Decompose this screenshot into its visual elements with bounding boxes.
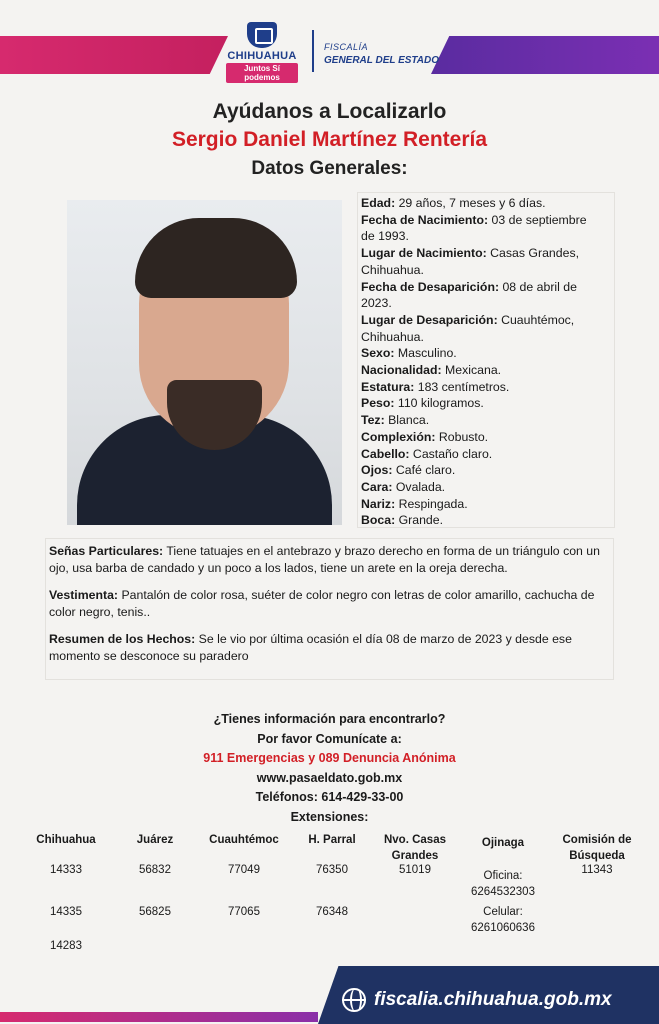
data-value: Robusto. — [435, 429, 489, 444]
extension-column — [296, 832, 368, 962]
data-label: Fecha de Desaparición: — [361, 279, 500, 294]
detail-label: Señas Particulares: — [49, 544, 164, 558]
data-value: Grande. — [395, 513, 444, 528]
globe-icon — [342, 988, 366, 1012]
logo-divider — [312, 30, 314, 72]
extension-value: 56825 — [139, 906, 171, 918]
data-line — [361, 479, 614, 496]
footer-link[interactable] — [342, 988, 612, 1012]
fiscalia-line1: FISCALÍA — [324, 42, 369, 52]
data-line — [361, 228, 614, 245]
person-photo — [67, 200, 342, 525]
website-link[interactable]: www.pasaeldato.gob.mx — [256, 770, 403, 785]
extension-header: Comisión de Búsqueda — [562, 834, 632, 862]
data-label: Cara: — [361, 479, 393, 494]
detail-value: Tiene tatuajes en el antebrazo y brazo derecho en forma de un triángulo con un ojo, usa barba de candado y un poco a los lados, tiene un arete en la oreja derecha. — [49, 544, 600, 575]
logo-tag: Juntos Sí podemos — [226, 63, 298, 83]
logo-name: CHIHUAHUA — [227, 50, 297, 62]
header-bar-left — [0, 36, 228, 74]
data-value: Mexicana. — [441, 363, 502, 378]
fiscalia-line2: GENERAL DEL ESTADO — [324, 55, 440, 66]
extension-value: 6261060636 — [471, 922, 535, 934]
data-line — [361, 395, 614, 412]
extension-header: Chihuahua — [36, 834, 96, 846]
extensions-title: Extensiones: — [290, 809, 369, 824]
detail-label: Resumen de los Hechos: — [49, 632, 196, 646]
titles — [0, 100, 659, 180]
extension-header: Ojinaga — [481, 837, 525, 849]
data-value: Ovalada. — [392, 479, 446, 494]
extension-value: 6264532303 — [471, 886, 535, 898]
extension-header: Cuauhtémoc — [209, 834, 279, 846]
extension-header: Juárez — [136, 834, 174, 846]
phones: Teléfonos: 614-429-33-00 — [255, 790, 404, 804]
contact-block — [0, 710, 659, 827]
extension-value: 56832 — [139, 864, 171, 876]
data-value: de 1993. — [361, 229, 409, 244]
footer-url[interactable]: fiscalia.chihuahua.gob.mx — [374, 989, 612, 1010]
data-value: Respingada. — [395, 496, 468, 511]
detail-value: Pantalón de color rosa, suéter de color negro con letras de color amarillo, cachucha de color negro, tenis.. — [49, 588, 595, 619]
detail-paragraph — [49, 587, 613, 620]
extension-value: 76348 — [316, 906, 348, 918]
detail-label: Vestimenta: — [49, 588, 119, 602]
data-value: 03 de septiembre — [488, 212, 587, 227]
data-label: Lugar de Nacimiento: — [361, 246, 487, 261]
data-line — [361, 212, 614, 229]
contact-question: ¿Tienes información para encontrarlo? — [213, 712, 446, 726]
extension-column — [552, 832, 642, 962]
data-line — [361, 245, 614, 262]
detail-paragraph — [49, 631, 613, 664]
data-label: Fecha de Nacimiento: — [361, 212, 489, 227]
data-value: Casas Grandes, — [486, 246, 580, 261]
section-title: Datos Generales: — [251, 158, 408, 179]
extension-value: 14335 — [50, 906, 82, 918]
data-value: Cuauhtémoc, — [497, 312, 575, 327]
data-label: Lugar de Desaparición: — [361, 312, 498, 327]
data-line — [361, 195, 614, 212]
data-line — [361, 362, 614, 379]
data-line — [361, 279, 614, 296]
data-line — [361, 462, 614, 479]
data-value: 110 kilogramos. — [394, 396, 484, 411]
page-title: Ayúdanos a Localizarlo — [212, 100, 447, 123]
data-line — [361, 512, 614, 529]
data-label: Sexo: — [361, 346, 395, 361]
shield-icon — [247, 22, 277, 48]
header-bar-right — [431, 36, 659, 74]
data-value: Masculino. — [394, 346, 457, 361]
data-line — [361, 446, 614, 463]
chihuahua-logo — [226, 22, 298, 84]
data-label: Ojos: — [361, 463, 393, 478]
data-value: 08 de abril de — [499, 279, 577, 294]
data-label: Nacionalidad: — [361, 363, 442, 378]
detail-paragraph — [49, 543, 613, 576]
data-label: Boca: — [361, 513, 396, 528]
extension-value: Oficina: — [483, 870, 523, 882]
data-value: Castaño claro. — [409, 446, 493, 461]
extension-column — [198, 832, 290, 962]
extension-column — [374, 832, 456, 962]
extension-value: 11343 — [581, 864, 613, 876]
fiscalia-logo — [324, 40, 439, 68]
general-data-box — [357, 192, 615, 528]
data-label: Cabello: — [361, 446, 410, 461]
data-line — [361, 429, 614, 446]
data-value: 183 centímetros. — [414, 379, 510, 394]
data-label: Tez: — [361, 413, 385, 428]
extension-value: 76350 — [316, 864, 348, 876]
person-name: Sergio Daniel Martínez Rentería — [171, 128, 488, 151]
data-value: Chihuahua. — [361, 329, 424, 344]
data-value: 29 años, 7 meses y 6 días. — [395, 196, 546, 210]
extension-value: 14333 — [50, 864, 82, 876]
data-line — [361, 379, 614, 396]
extension-column — [120, 832, 190, 962]
extension-column — [456, 832, 550, 962]
emergency-numbers: 911 Emergencias y 089 Denuncia Anónima — [203, 751, 456, 765]
extension-column — [20, 832, 112, 962]
data-label: Estatura: — [361, 379, 415, 394]
footer-bar — [0, 1012, 318, 1022]
data-label: Peso: — [361, 396, 395, 411]
extension-header: H. Parral — [308, 834, 356, 846]
data-label: Nariz: — [361, 496, 396, 511]
detail-value: Se le vio por última ocasión el día 08 de marzo de 2023 y desde ese momento se desconoce su paradero — [49, 632, 572, 663]
data-label: Complexión: — [361, 429, 436, 444]
data-line — [361, 295, 614, 312]
data-line — [361, 345, 614, 362]
details-box — [45, 538, 614, 680]
extension-value: 77049 — [228, 864, 260, 876]
extension-value: 14283 — [50, 940, 82, 952]
extension-header: Nvo. Casas Grandes — [383, 834, 446, 862]
data-line — [361, 496, 614, 513]
data-line — [361, 412, 614, 429]
data-line — [361, 262, 614, 279]
extension-value: Celular: — [483, 906, 523, 918]
data-label: Edad: — [361, 196, 396, 210]
contact-please: Por favor Comunícate a: — [257, 731, 402, 746]
data-value: Blanca. — [384, 413, 430, 428]
data-line — [361, 329, 614, 346]
data-value: Chihuahua. — [361, 262, 424, 277]
data-line — [361, 312, 614, 329]
data-value: Café claro. — [392, 463, 456, 478]
data-value: 2023. — [361, 296, 392, 311]
extension-value: 77065 — [228, 906, 260, 918]
extension-value: 51019 — [399, 864, 431, 876]
